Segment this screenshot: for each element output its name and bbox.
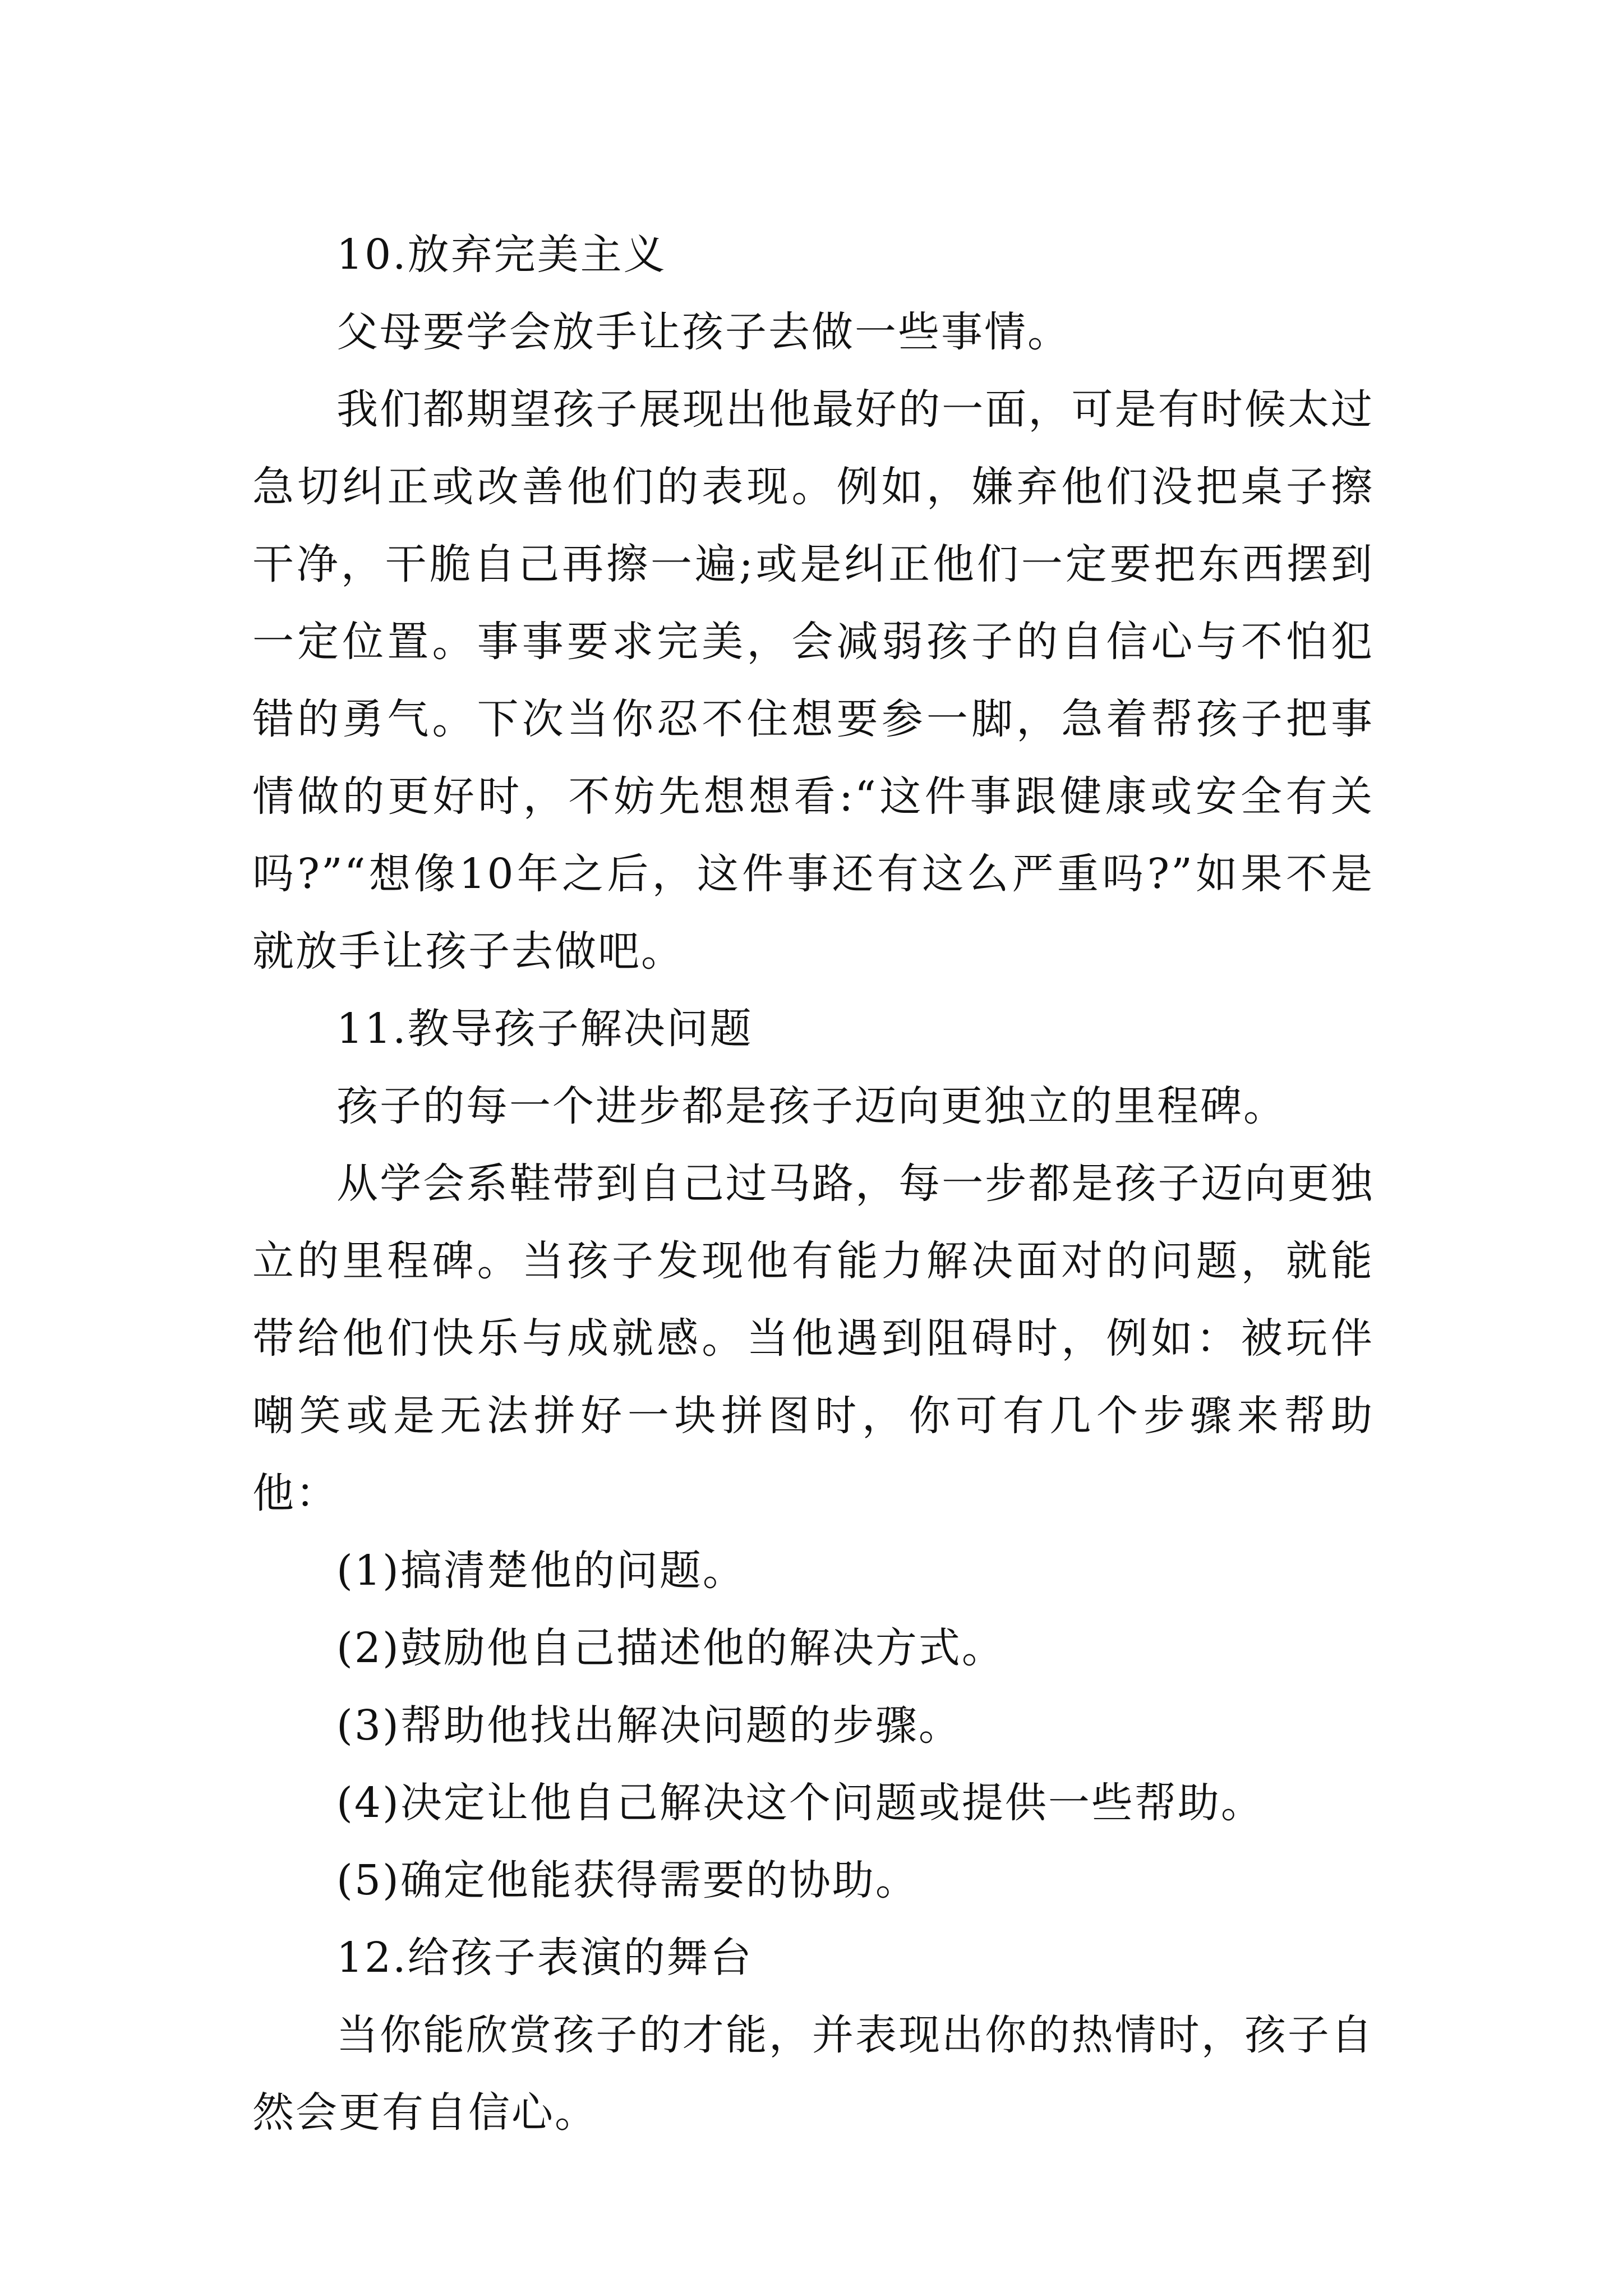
list-item: (4)决定让他自己解决这个问题或提供一些帮助。 [336,1779,1264,1827]
list-item: (3)帮助他找出解决问题的步骤。 [336,1701,962,1750]
paragraph: 我们都期望孩子展现出他最好的一面，可是有时候太过急切纠正或改善他们的表现。例如，嫌弃他们没把桌子擦干净，干脆自己再擦一遍;或是纠正他们一定要把东西摆到一定位置。事事要求完美，会减弱孩子的自信心与不怕犯错的勇气。下次当你忍不住想要参一脚，急着帮孩子把事情做的更好时，不妨先想想看:“这件事跟健康或安全有关吗?”“想像10年之后，这件事还有这么严重吗?”如果不是就放手让孩子去做吧。 [252,385,1374,976]
list-item: (1)搞清楚他的问题。 [336,1547,746,1595]
section-heading-11: 11.教导孩子解决问题 [336,1005,753,1053]
paragraph: 当你能欣赏孩子的才能，并表现出你的热情时，孩子自然会更有自信心。 [252,2011,1374,2137]
paragraph: 父母要学会放手让孩子去做一些事情。 [336,308,1071,356]
list-item: (2)鼓励他自己描述他的解决方式。 [336,1624,1005,1672]
section-heading-12: 12.给孩子表演的舞台 [336,1934,753,1982]
list-item: (5)确定他能获得需要的协助。 [336,1856,919,1904]
paragraph: 孩子的每一个进步都是孩子迈向更独立的里程碑。 [336,1082,1287,1130]
paragraph: 从学会系鞋带到自己过马路，每一步都是孩子迈向更独立的里程碑。当孩子发现他有能力解决面对的问题，就能带给他们快乐与成就感。当他遇到阻碍时，例如：被玩伴嘲笑或是无法拼好一块拼图时，你可有几个步骤来帮助他： [252,1159,1374,1517]
document-body [252,216,1374,2151]
section-heading-10: 10.放弃完美主义 [336,231,667,279]
